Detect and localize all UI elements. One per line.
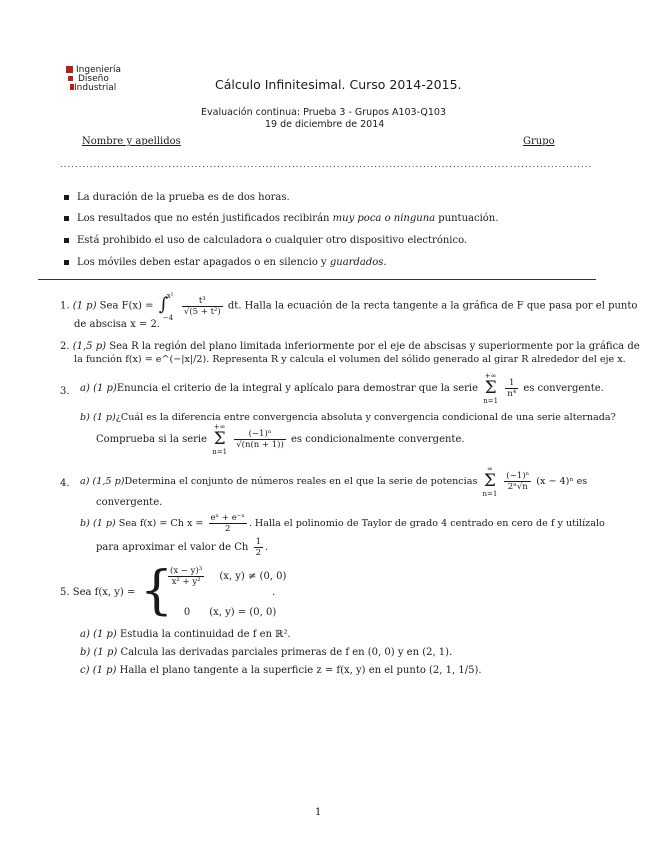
piecewise-brace: { xyxy=(140,561,174,621)
group-label: Grupo xyxy=(523,136,555,147)
question-1: 1. (1 p) Sea F(x) = ∫ x² −4 $\frac{\text{t³}}{\text{√(5 + t²)}}$ dt. Halla la ecuación de la recta tangente a la gráfica de F que pasa por el punto xyxy=(60,292,638,322)
logo xyxy=(62,62,128,96)
question-3-number: 3. xyxy=(60,386,70,397)
question-5-end: . xyxy=(272,587,276,598)
question-4-number: 4. xyxy=(60,478,70,489)
question-5a: a) (1 p) Estudia la continuidad de f en ℝ². xyxy=(80,629,291,640)
question-3b: b) (1 p)¿Cuál es la diferencia entre convergencia absoluta y convergencia condicional de una serie alternada? xyxy=(80,412,616,423)
page-title: Cálculo Infinitesimal. Curso 2014-2015. xyxy=(215,77,462,92)
logo-line-3: Industrial xyxy=(74,83,117,93)
logo-line-2: Diseño xyxy=(78,74,109,84)
question-5: 5. Sea f(x, y) = xyxy=(60,587,136,598)
group-field[interactable]: ...................... xyxy=(510,160,593,169)
q4a-sum: ∞ Σ n=1 xyxy=(482,465,498,498)
q3a-sum: +∞ Σ n=1 xyxy=(483,372,499,405)
rule-4: Los móviles deben estar apagados o en silencio y guardados. xyxy=(64,256,387,269)
question-2-cont: la función f(x) = e^(−|x|/2). Representa R y calcula el volumen del sólido generado al girar R alrededor del eje x. xyxy=(74,354,626,365)
q3b-fraction: $\frac{\text{(−1)ⁿ}}{√(n(n + 1))}$ xyxy=(236,429,284,450)
question-5c: c) (1 p) Halla el plano tangente a la superficie z = f(x, y) en el punto (2, 1, 1/5). xyxy=(80,665,482,676)
question-4a-cont: convergente. xyxy=(96,497,163,508)
bullet-icon xyxy=(64,216,69,221)
exam-date: 19 de diciembre de 2014 xyxy=(265,119,385,130)
q1-fraction: $\frac{\text{t³}}{\text{√(5 + t²)}}$ xyxy=(183,295,221,317)
question-3a: a) (1 p)Enuncia el criterio de la integral y aplícalo para demostrar que la serie +∞ Σ n=1 $\frac{1}{\text{n⁴}}$ es convergente. xyxy=(80,372,604,405)
question-4a: a) (1,5 p)Determina el conjunto de números reales en el que la serie de potencias ∞ Σ n=1 $\frac{\text{(−1)ⁿ}}{\text{2ⁿ√n}}$ (x − 4)ⁿ es xyxy=(80,465,588,498)
q3b-sum: +∞ Σ n=1 xyxy=(212,423,228,456)
q4b-fraction: $\frac{\text{eˣ + e⁻ˣ}}{2}$ xyxy=(210,513,245,534)
question-2: 2. (1,5 p) Sea R la región del plano limitada inferiormente por el eje de abscisas y superiormente por la gráfica de xyxy=(60,341,640,352)
question-4b: b) (1 p) Sea f(x) = Ch x = $\frac{\text{eˣ + e⁻ˣ}}{2}$ . Halla el polinomio de Taylor de grado 4 centrado en cero de f y utilízalo xyxy=(80,513,605,534)
bullet-icon xyxy=(64,238,69,243)
integral-sign: ∫ x² −4 xyxy=(158,292,174,322)
divider xyxy=(38,279,596,280)
rule-1: La duración de la prueba es de dos horas. xyxy=(64,191,290,204)
q3a-fraction: $\frac{1}{\text{n⁴}}$ xyxy=(507,378,517,399)
rule-3: Está prohibido el uso de calculadora o cualquier otro dispositivo electrónico. xyxy=(64,234,467,247)
logo-line-1: Ingeniería xyxy=(76,65,122,75)
bullet-icon xyxy=(64,195,69,200)
case-1: $\frac{\text{(x − y)³}}{\text{x² + y²}}$ (x, y) ≠ (0, 0) xyxy=(170,566,287,587)
name-label: Nombre y apellidos xyxy=(82,136,181,147)
name-field[interactable]: ........................................................................................................................ xyxy=(60,160,510,169)
bullet-icon xyxy=(64,260,69,265)
q4b-half-fraction: $\frac{1}{2}$ xyxy=(255,537,261,558)
question-4b-cont: para aproximar el valor de Ch $\frac{1}{2}$ . xyxy=(96,537,269,558)
question-3b-cont: Comprueba si la serie +∞ Σ n=1 $\frac{\text{(−1)ⁿ}}{√(n(n + 1))}$ es condicionalmente convergente. xyxy=(96,423,465,456)
question-1-cont: de abscisa x = 2. xyxy=(74,319,160,330)
page-number: 1 xyxy=(315,807,322,818)
question-5b: b) (1 p) Calcula las derivadas parciales primeras de f en (0, 0) y en (2, 1). xyxy=(80,647,453,658)
page-subtitle: Evaluación continua: Prueba 3 - Grupos A103-Q103 xyxy=(201,107,446,118)
case-1-fraction: $\frac{\text{(x − y)³}}{\text{x² + y²}}$ xyxy=(170,566,203,587)
q4a-fraction: $\frac{\text{(−1)ⁿ}}{\text{2ⁿ√n}}$ xyxy=(506,471,530,492)
rule-2: Los resultados que no estén justificados recibirán muy poca o ninguna puntuación. xyxy=(64,212,498,225)
case-2: 0 (x, y) = (0, 0) xyxy=(183,607,277,618)
